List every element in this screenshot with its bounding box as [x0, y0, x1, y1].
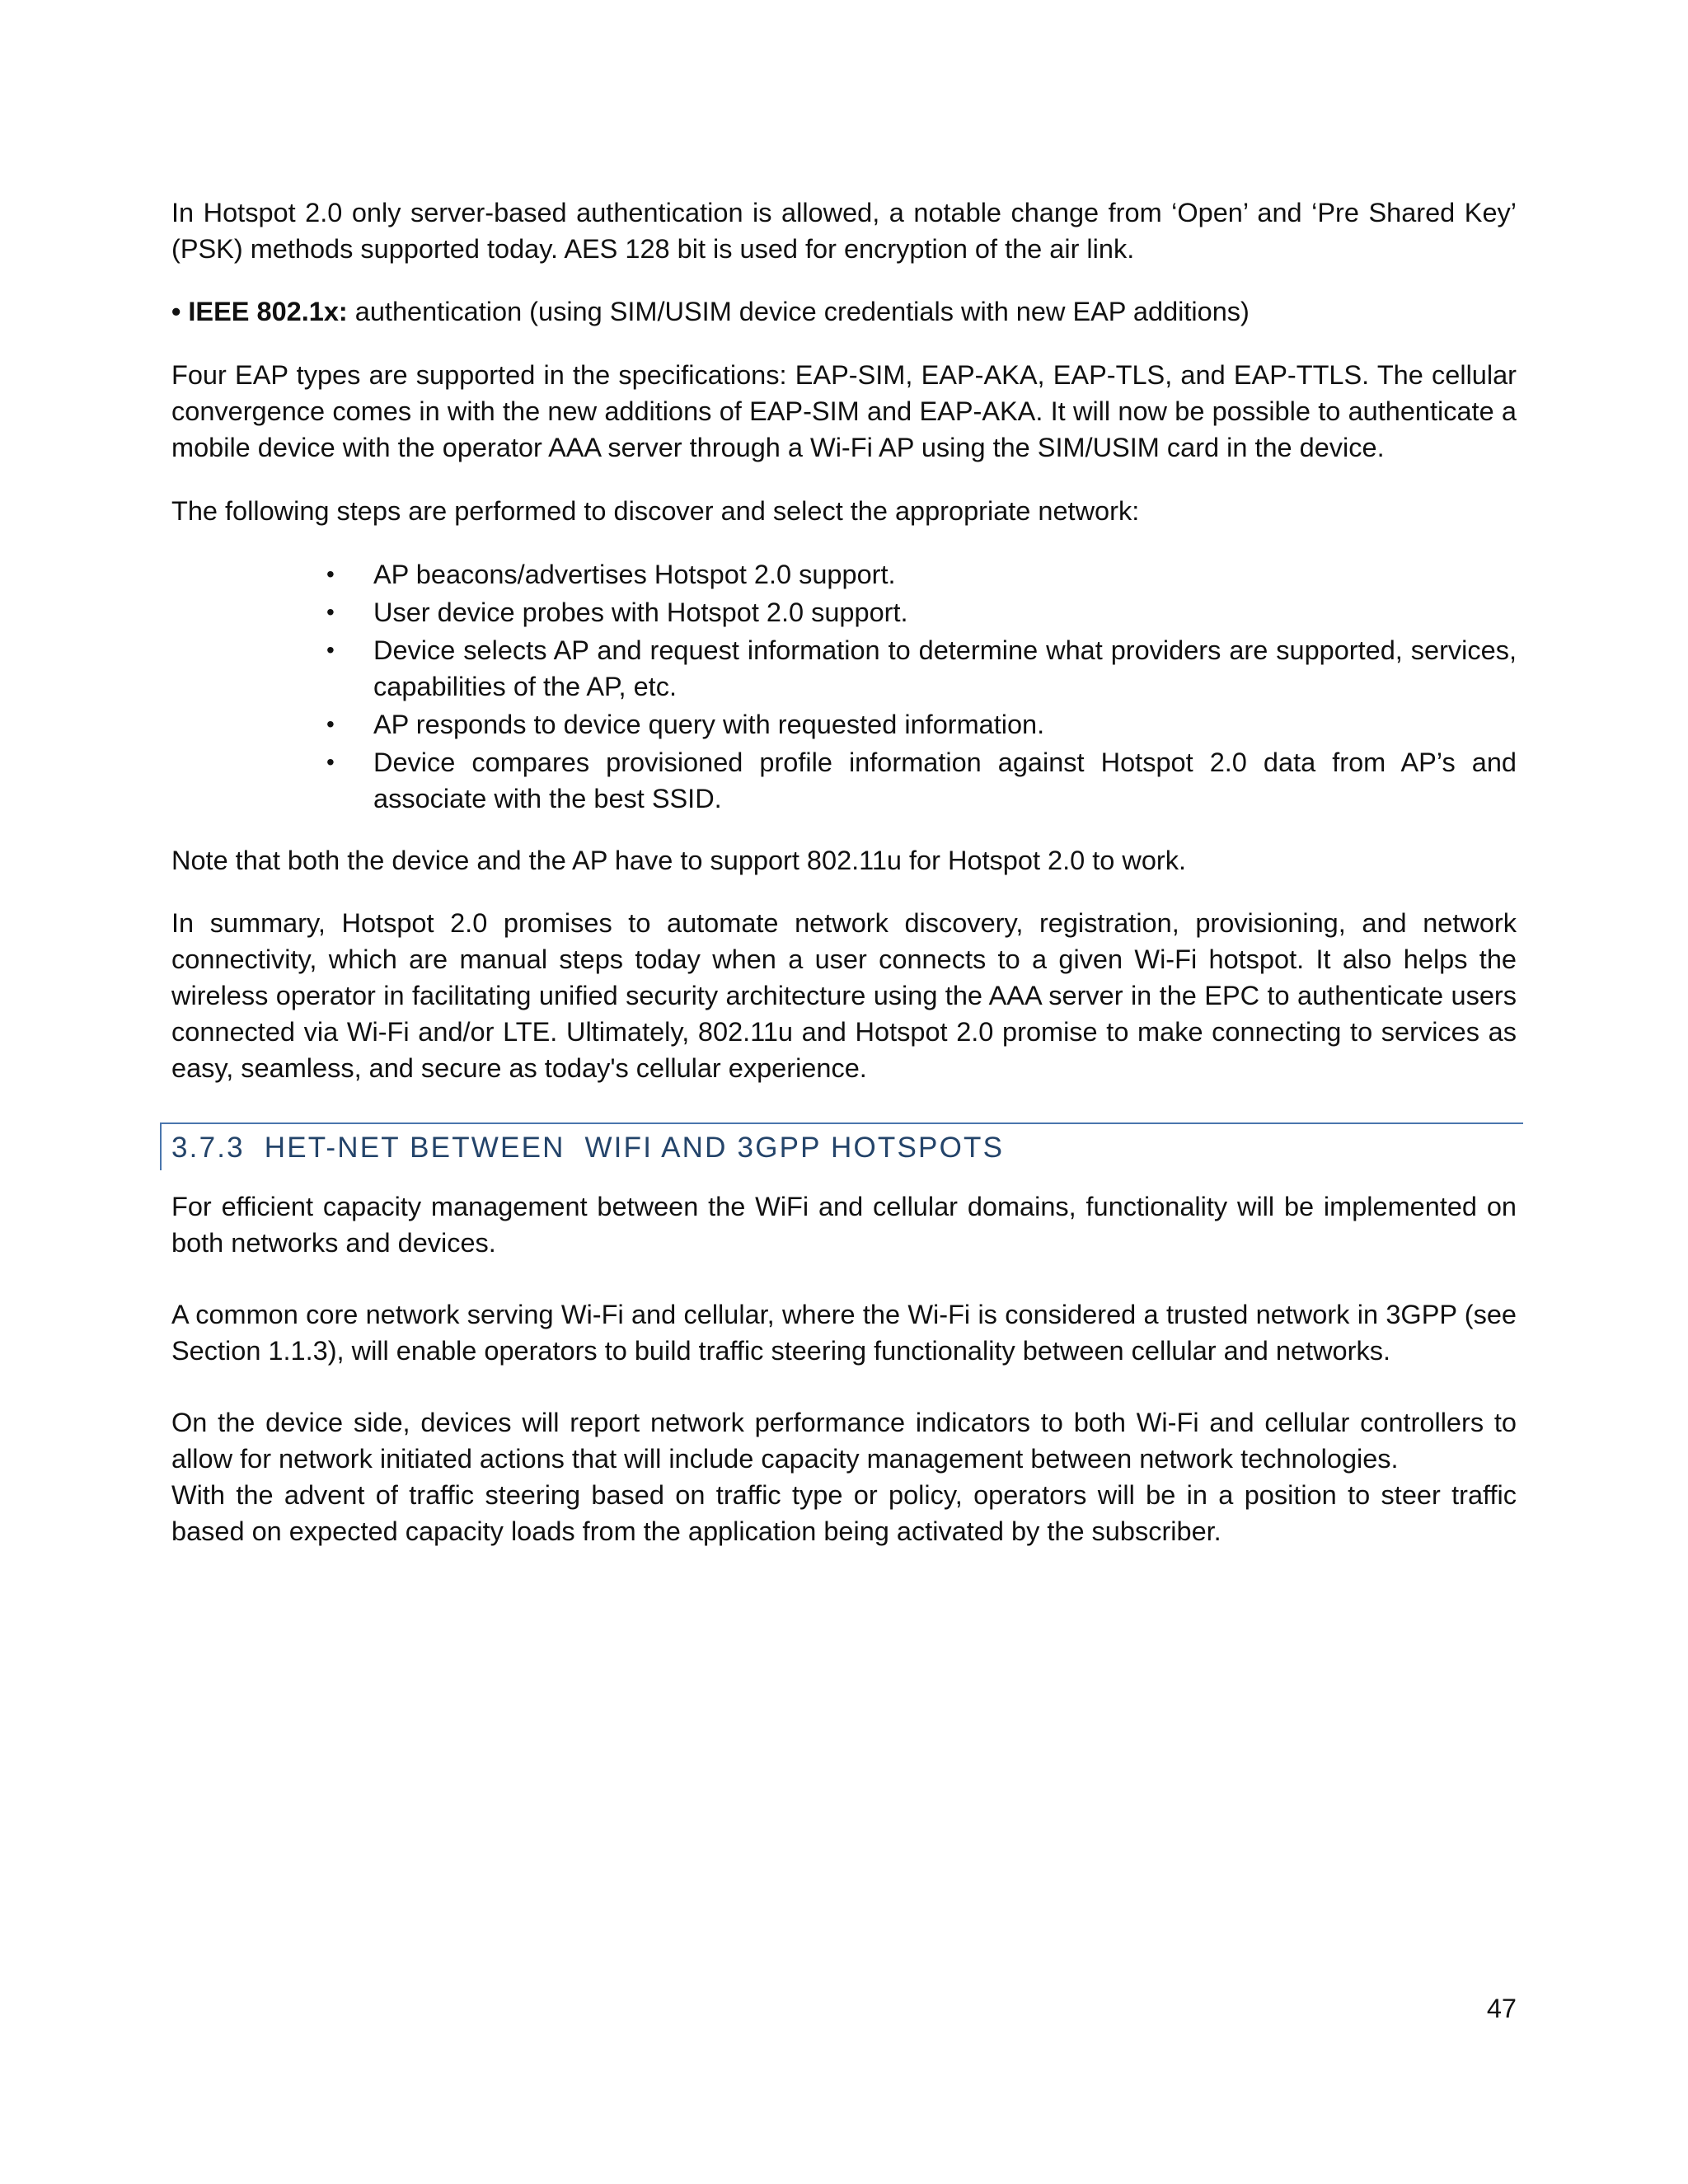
list-item-text: User device probes with Hotspot 2.0 support. — [373, 598, 908, 627]
section-number: 3.7.3 — [171, 1132, 245, 1164]
list-item — [326, 632, 1517, 705]
bullet-icon: • — [326, 599, 335, 625]
page-number: 47 — [1486, 1994, 1517, 2023]
paragraph-core: A common core network serving Wi-Fi and cellular, where the Wi-Fi is considered a trusted network in 3GPP (see Section 1.1.3), will enable operators to build traffic steering functionality between cellular and networks. — [171, 1300, 1517, 1366]
paragraph-summary: In summary, Hotspot 2.0 promises to automate network discovery, registration, provisioning, and network connectivity, which are manual steps today when a user connects to a given Wi-Fi hotspot. It also helps the wireless operator in facilitating unified security architecture using the AAA server in the EPC to authenticate users connected via Wi-Fi and/or LTE. Ultimately, 802.11u and Hotspot 2.0 promise to make connecting to services as easy, seamless, and secure as today's cellular experience. — [171, 908, 1517, 1083]
list-item — [326, 556, 1517, 593]
paragraph-steering: With the advent of traffic steering based on traffic type or policy, operators will be in a position to steer traffic based on expected capacity loads from the application being activated by the subscriber. — [171, 1480, 1517, 1546]
bullet-icon: • — [326, 561, 335, 587]
steps-list — [171, 556, 1517, 817]
document-page — [171, 194, 1517, 1549]
list-item-text: Device compares provisioned profile information against Hotspot 2.0 data from AP’s and associate with the best SSID. — [373, 748, 1517, 813]
ieee-text: authentication (using SIM/USIM device credentials with new EAP additions) — [347, 297, 1250, 326]
list-item-text: Device selects AP and request information to determine what providers are supported, services, capabilities of the AP, etc. — [373, 635, 1517, 701]
ieee-label: • IEEE 802.1x: — [171, 297, 348, 326]
paragraph-steps-intro: The following steps are performed to discover and select the appropriate network: — [171, 496, 1140, 526]
list-item — [326, 706, 1517, 743]
section-heading-text — [171, 1127, 1004, 1169]
bullet-icon: • — [326, 749, 335, 775]
bullet-icon: • — [326, 711, 335, 737]
paragraph-device-side: On the device side, devices will report network performance indicators to both Wi-Fi and cellular controllers to allow for network initiated actions that will include capacity management between network technologies. — [171, 1408, 1517, 1474]
bullet-icon: • — [326, 637, 335, 663]
list-item — [326, 594, 1517, 630]
paragraph-ieee — [171, 293, 1517, 330]
list-item — [326, 744, 1517, 817]
list-item-text: AP responds to device query with requested information. — [373, 710, 1045, 739]
list-item-text: AP beacons/advertises Hotspot 2.0 support. — [373, 560, 896, 589]
paragraph-note: Note that both the device and the AP have to support 802.11u for Hotspot 2.0 to work. — [171, 846, 1187, 875]
paragraph-capacity: For efficient capacity management between the WiFi and cellular domains, functionality will be implemented on both networks and devices. — [171, 1192, 1517, 1258]
paragraph-intro: In Hotspot 2.0 only server-based authentication is allowed, a notable change from ‘Open’ and ‘Pre Shared Key’ (PSK) methods supported today. AES 128 bit is used for encryption of the air link. — [171, 198, 1517, 264]
paragraph-eap: Four EAP types are supported in the specifications: EAP-SIM, EAP-AKA, EAP-TLS, and EAP-TTLS. The cellular convergence comes in with the new additions of EAP-SIM and EAP-AKA. It will now be possible to authenticate a mobile device with the operator AAA server through a Wi-Fi AP using the SIM/USIM card in the device. — [171, 360, 1517, 462]
section-heading — [160, 1122, 1523, 1170]
section-title: HET-NET BETWEEN WIFI AND 3GPP HOTSPOTS — [264, 1132, 1005, 1164]
